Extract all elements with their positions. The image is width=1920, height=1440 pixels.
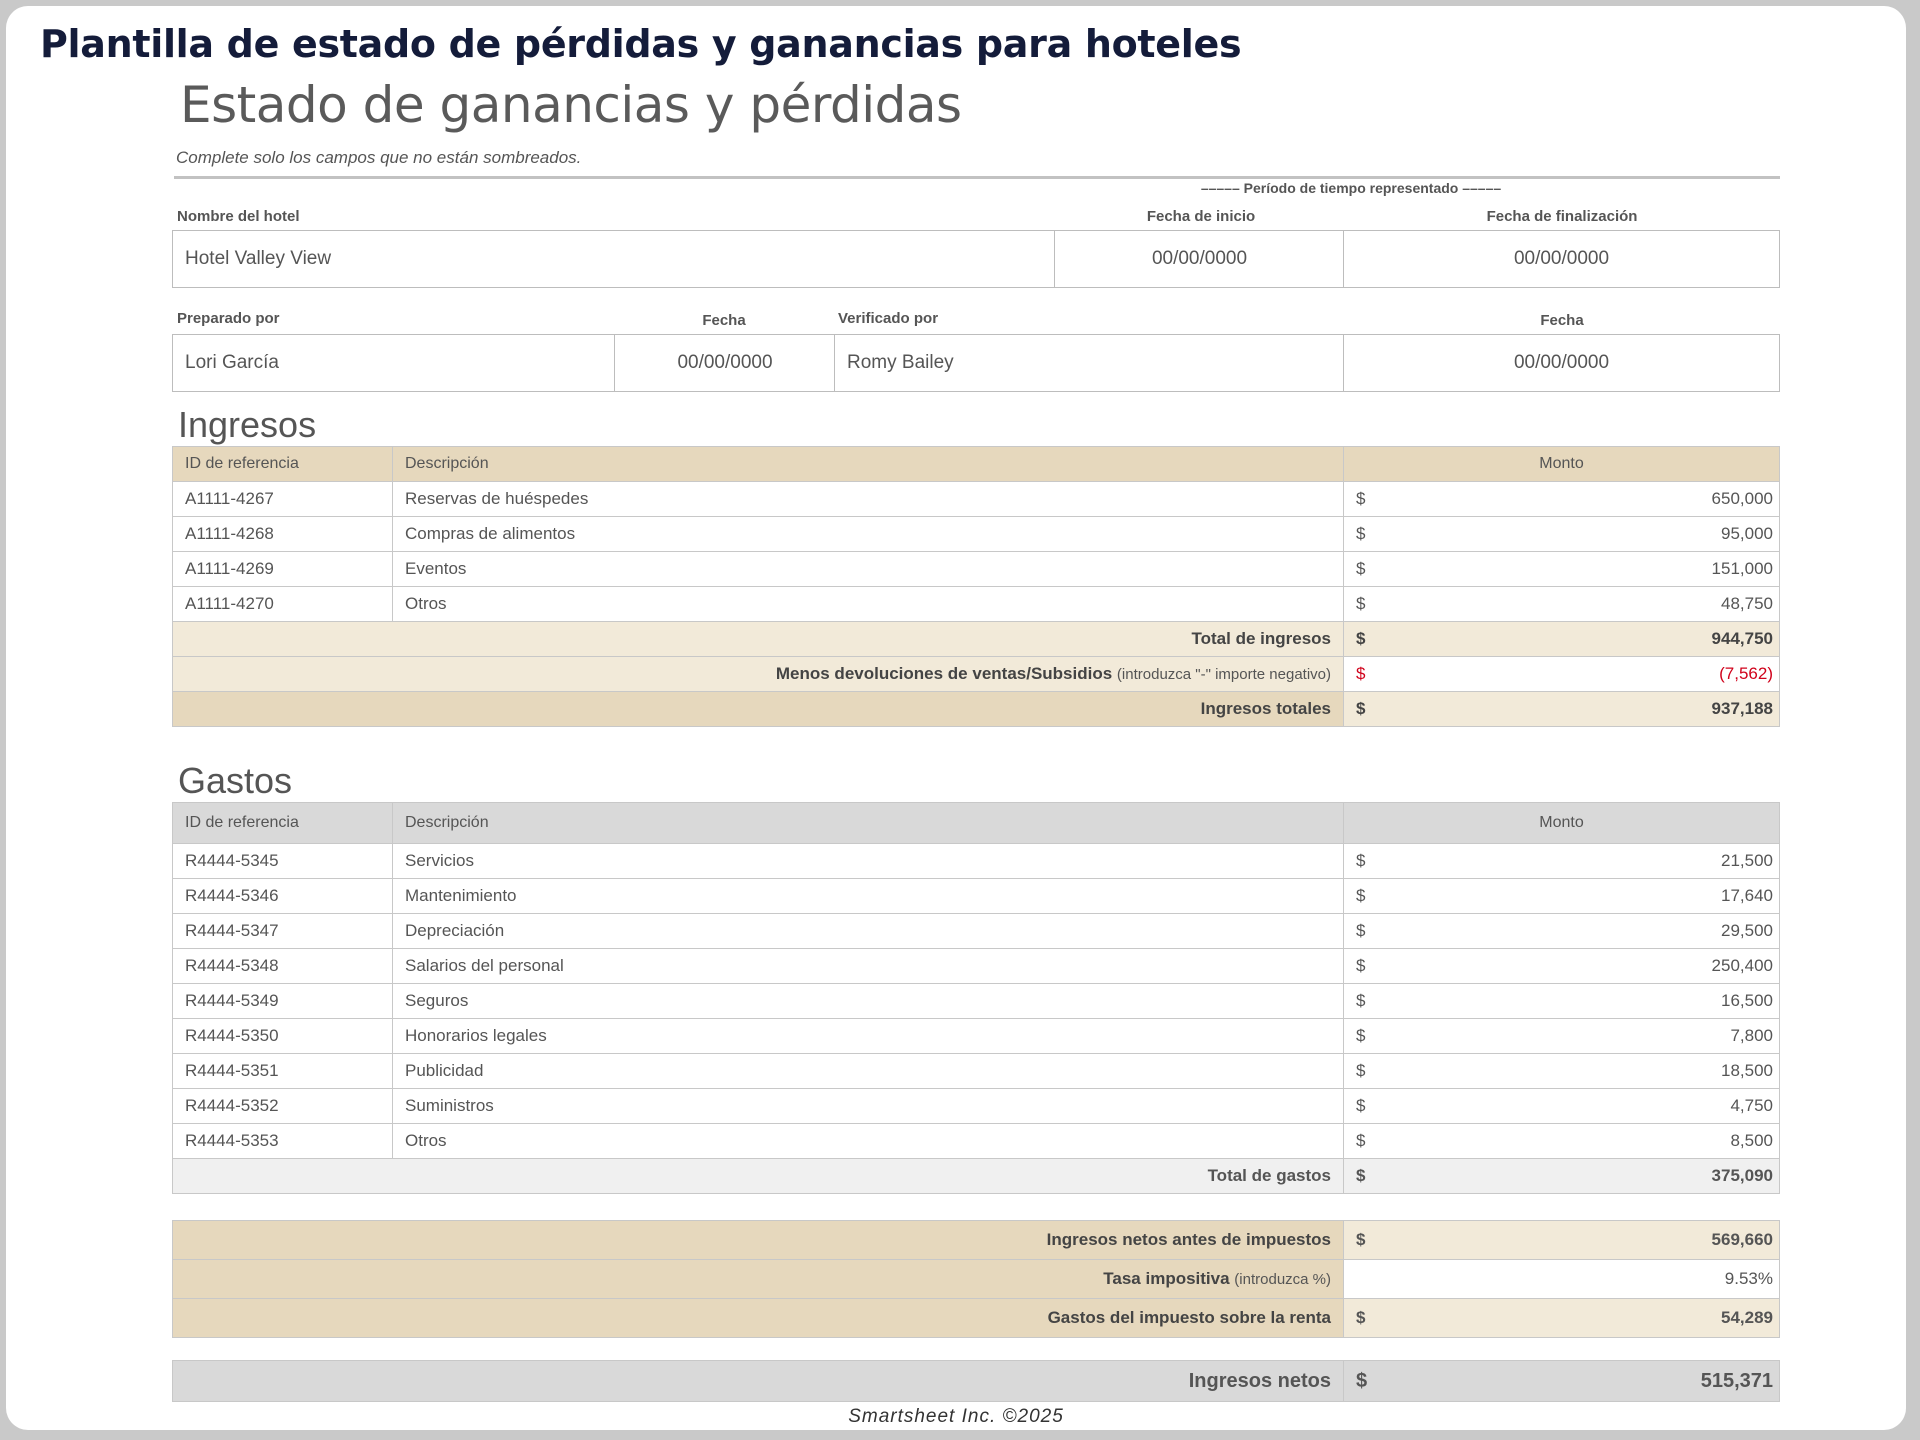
tax-rate-note: (introduzca %) [1234,1271,1331,1288]
table-row[interactable] [173,879,1780,914]
currency-symbol: $ [1344,692,1372,727]
pretax-row [173,1221,1780,1260]
col-amount-header: Monto [1344,803,1780,844]
table-row[interactable] [173,587,1780,622]
template-banner: Plantilla de estado de pérdidas y ganancias para hoteles [40,22,1242,66]
end-date-field[interactable]: 00/00/0000 [1343,230,1780,288]
currency-symbol: $ [1344,482,1372,517]
ref-id[interactable]: A1111-4267 [173,482,393,517]
ref-id[interactable]: R4444-5348 [173,949,393,984]
date2-label: Fecha [1540,312,1584,329]
prepared-by-field[interactable]: Lori García [172,334,616,392]
date1-label: Fecha [702,312,746,329]
date1-field[interactable]: 00/00/0000 [614,334,836,392]
returns-row[interactable] [173,657,1780,692]
verified-by-field[interactable]: Romy Bailey [834,334,1345,392]
description[interactable]: Salarios del personal [393,949,1344,984]
income-section-title: Ingresos [178,404,317,445]
currency-symbol: $ [1344,1159,1372,1194]
income-header-row [173,447,1780,482]
net-income-label: Ingresos netos [173,1361,1344,1402]
amount[interactable]: 21,500 [1372,844,1780,879]
amount[interactable]: 151,000 [1372,552,1780,587]
description[interactable]: Servicios [393,844,1344,879]
description[interactable]: Suministros [393,1089,1344,1124]
amount[interactable]: 250,400 [1372,949,1780,984]
description[interactable]: Otros [393,1124,1344,1159]
currency-symbol: $ [1344,949,1372,984]
income-total-row [173,622,1780,657]
tax-summary-table [172,1220,1780,1338]
col-desc-header: Descripción [393,803,1344,844]
currency-symbol: $ [1344,552,1372,587]
description[interactable]: Mantenimiento [393,879,1344,914]
col-id-header: ID de referencia [173,447,393,482]
currency-symbol: $ [1344,984,1372,1019]
hotel-name-label: Nombre del hotel [177,208,300,225]
net-income-value: 515,371 [1372,1361,1780,1402]
expenses-section-title: Gastos [178,760,293,801]
description[interactable]: Depreciación [393,914,1344,949]
currency-symbol: $ [1344,517,1372,552]
page-frame [6,6,1906,1430]
net-income-table [172,1360,1780,1402]
title-divider [174,176,1780,179]
table-row[interactable] [173,552,1780,587]
amount[interactable]: 7,800 [1372,1019,1780,1054]
currency-symbol: $ [1344,1019,1372,1054]
table-row[interactable] [173,1019,1780,1054]
col-amount-header: Monto [1344,447,1780,482]
amount[interactable]: 4,750 [1372,1089,1780,1124]
description[interactable]: Compras de alimentos [393,517,1344,552]
amount[interactable]: 16,500 [1372,984,1780,1019]
col-desc-header: Descripción [393,447,1344,482]
description[interactable]: Honorarios legales [393,1019,1344,1054]
ref-id[interactable]: R4444-5352 [173,1089,393,1124]
ref-id[interactable]: R4444-5347 [173,914,393,949]
returns-value[interactable]: (7,562) [1372,657,1780,692]
amount[interactable]: 95,000 [1372,517,1780,552]
ref-id[interactable]: R4444-5346 [173,879,393,914]
income-net-row [173,692,1780,727]
ref-id[interactable]: A1111-4268 [173,517,393,552]
footer-copyright: Smartsheet Inc. ©2025 [848,1406,1064,1427]
description[interactable]: Otros [393,587,1344,622]
currency-symbol: $ [1344,587,1372,622]
table-row[interactable] [173,1089,1780,1124]
end-date-label: Fecha de finalización [1486,208,1638,225]
currency-symbol: $ [1344,622,1372,657]
ref-id[interactable]: R4444-5353 [173,1124,393,1159]
period-label: ––––– Período de tiempo representado ––––– [1200,180,1502,196]
currency-symbol: $ [1344,657,1372,692]
table-row[interactable] [173,482,1780,517]
net-income-row [173,1361,1780,1402]
ref-id[interactable]: A1111-4269 [173,552,393,587]
amount[interactable]: 48,750 [1372,587,1780,622]
table-row[interactable] [173,914,1780,949]
prepared-by-label: Preparado por [177,310,280,327]
table-row[interactable] [173,1054,1780,1089]
table-row[interactable] [173,844,1780,879]
description[interactable]: Publicidad [393,1054,1344,1089]
amount[interactable]: 29,500 [1372,914,1780,949]
currency-symbol: $ [1344,1299,1372,1338]
returns-note: (introduzca "-" importe negativo) [1116,666,1331,683]
currency-symbol: $ [1344,1221,1372,1260]
income-total-label: Total de ingresos [173,622,1344,657]
ref-id[interactable]: A1111-4270 [173,587,393,622]
expenses-table [172,802,1780,1194]
expenses-total-value: 375,090 [1372,1159,1780,1194]
description[interactable]: Seguros [393,984,1344,1019]
table-row[interactable] [173,949,1780,984]
table-row[interactable] [173,1124,1780,1159]
hotel-name-field[interactable]: Hotel Valley View [172,230,1056,288]
currency-symbol: $ [1344,1361,1372,1402]
empty-cell [1344,1260,1372,1299]
income-table [172,446,1780,727]
pretax-label: Ingresos netos antes de impuestos [173,1221,1344,1260]
tax-rate-value[interactable]: 9.53% [1372,1260,1780,1299]
income-net-label: Ingresos totales [173,692,1344,727]
currency-symbol: $ [1344,879,1372,914]
ref-id[interactable]: R4444-5349 [173,984,393,1019]
currency-symbol: $ [1344,914,1372,949]
income-total-value: 944,750 [1372,622,1780,657]
table-row[interactable] [173,984,1780,1019]
expenses-total-row [173,1159,1780,1194]
tax-expense-value: 54,289 [1372,1299,1780,1338]
amount[interactable]: 8,500 [1372,1124,1780,1159]
ref-id[interactable]: R4444-5345 [173,844,393,879]
amount[interactable]: 650,000 [1372,482,1780,517]
description[interactable]: Eventos [393,552,1344,587]
expenses-header-row [173,803,1780,844]
amount[interactable]: 17,640 [1372,879,1780,914]
currency-symbol: $ [1344,1124,1372,1159]
start-date-field[interactable]: 00/00/0000 [1054,230,1345,288]
returns-label: Menos devoluciones de ventas/Subsidios [775,664,1113,683]
tax-expense-row [173,1299,1780,1338]
tax-rate-label: Tasa impositiva [1103,1269,1230,1288]
amount[interactable]: 18,500 [1372,1054,1780,1089]
pretax-value: 569,660 [1372,1221,1780,1260]
statement-sheet [166,76,1780,179]
document-title: Estado de ganancias y pérdidas [180,76,962,134]
expenses-total-label: Total de gastos [173,1159,1344,1194]
ref-id[interactable]: R4444-5351 [173,1054,393,1089]
currency-symbol: $ [1344,1089,1372,1124]
description[interactable]: Reservas de huéspedes [393,482,1344,517]
date2-field[interactable]: 00/00/0000 [1343,334,1780,392]
tax-expense-label: Gastos del impuesto sobre la renta [173,1299,1344,1338]
table-row[interactable] [173,517,1780,552]
currency-symbol: $ [1344,844,1372,879]
instruction-text: Complete solo los campos que no están sombreados. [176,148,582,167]
start-date-label: Fecha de inicio [1146,208,1256,225]
income-net-value: 937,188 [1372,692,1780,727]
col-id-header: ID de referencia [173,803,393,844]
returns-label-cell [173,657,1344,692]
tax-rate-row[interactable] [173,1260,1780,1299]
currency-symbol: $ [1344,1054,1372,1089]
verified-by-label: Verificado por [838,310,939,327]
ref-id[interactable]: R4444-5350 [173,1019,393,1054]
tax-rate-label-cell [173,1260,1344,1299]
